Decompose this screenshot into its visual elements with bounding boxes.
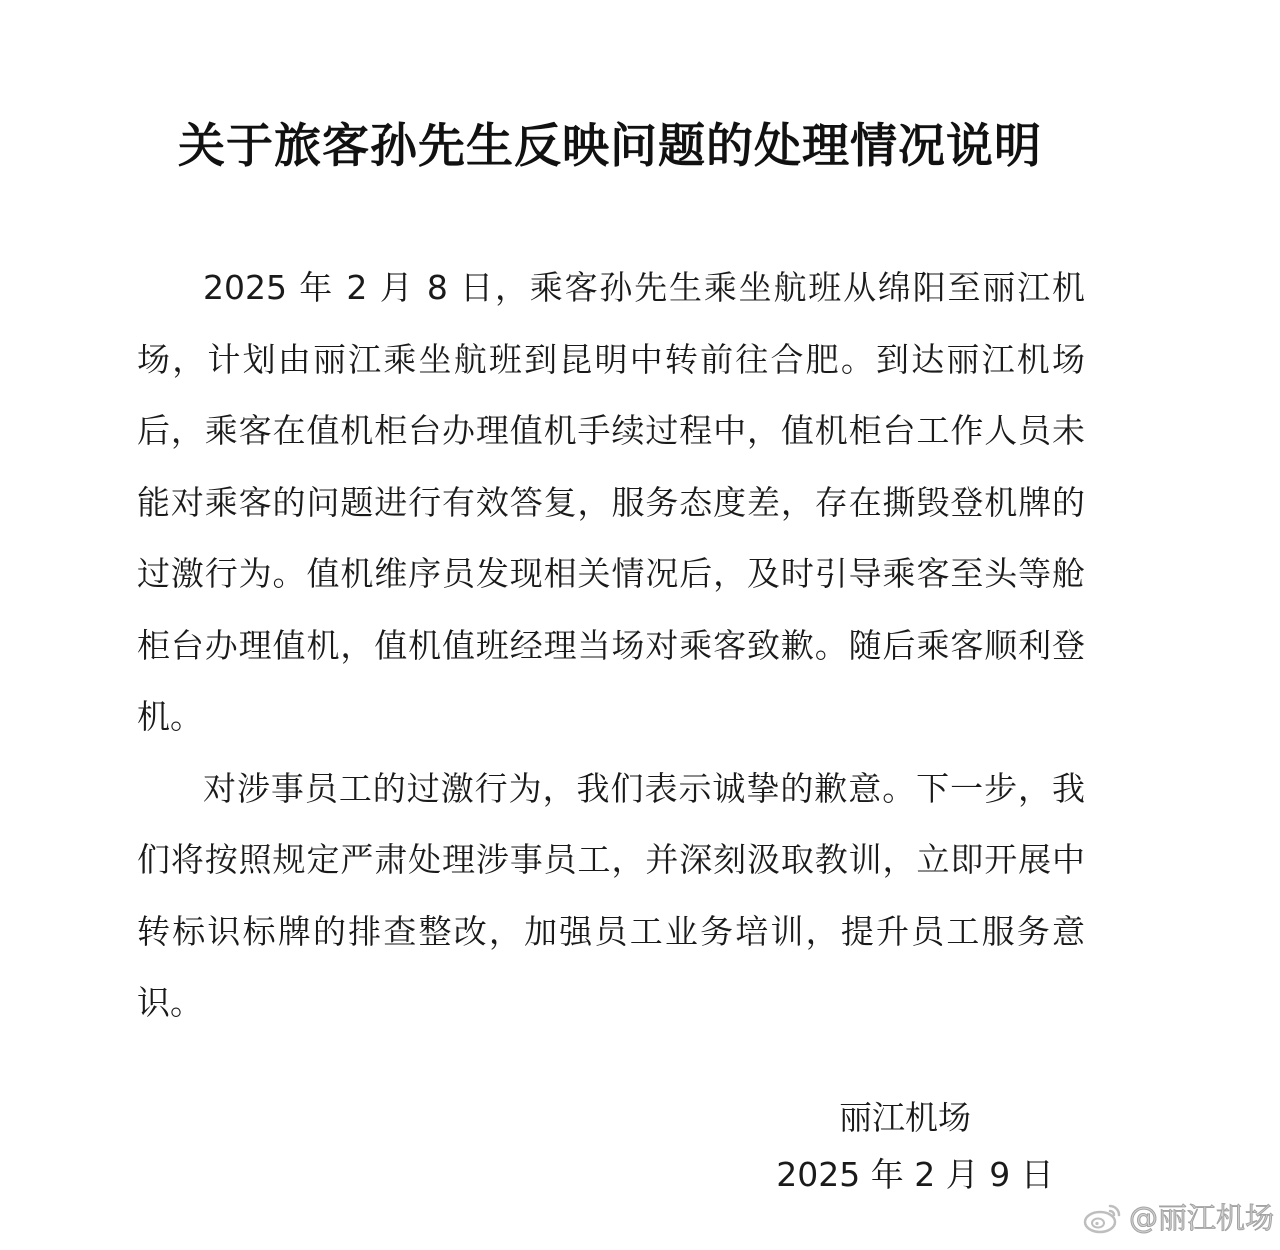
body-paragraph-1: 2025 年 2 月 8 日，乘客孙先生乘坐航班从绵阳至丽江机场，计划由丽江乘坐航班到昆明中转前往合肥。到达丽江机场后，乘客在值机柜台办理值机手续过程中，值机柜台工作人员未能对乘客的问题进行有效答复，服务态度差，存在撕毁登机牌的过激行为。值机维序员发现相关情况后，及时引导乘客至头等舱柜台办理值机，值机值班经理当场对乘客致歉。随后乘客顺利登机。 (137, 268, 1085, 736)
signature-organization: 丽江机场 (839, 1098, 971, 1137)
document-body (137, 252, 1085, 1039)
body-paragraph-2: 对涉事员工的过激行为，我们表示诚挚的歉意。下一步，我们将按照规定严肃处理涉事员工，并深刻汲取教训，立即开展中转标识标牌的排查整改，加强员工业务培训，提升员工服务意识。 (137, 768, 1085, 1022)
document-title: 关于旅客孙先生反映问题的处理情况说明 (178, 119, 1042, 174)
watermark-text: @丽江机场 (1128, 1201, 1274, 1235)
watermark (1083, 1198, 1274, 1238)
signature-date: 2025 年 2 月 9 日 (776, 1155, 1054, 1194)
weibo-icon (1083, 1201, 1123, 1235)
